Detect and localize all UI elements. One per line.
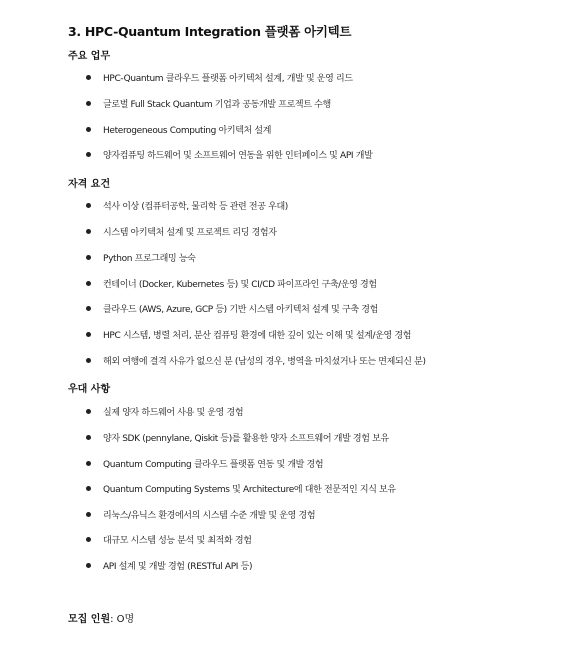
page-title: 3. HPC-Quantum Integration 플랫폼 아키텍트 <box>68 24 352 39</box>
list-item <box>86 70 353 84</box>
list-item <box>86 224 277 238</box>
list-item <box>86 353 426 367</box>
bullet-icon <box>86 332 91 337</box>
bullet-icon <box>86 358 91 363</box>
list-item-text: Quantum Computing 클라우드 플랫폼 연동 및 개발 경험 <box>103 459 324 470</box>
list-item-text: Python 프로그래밍 능숙 <box>103 253 196 264</box>
bullet-icon <box>86 75 91 80</box>
list-item <box>86 558 252 572</box>
list-item-text: 해외 여행에 결격 사유가 없으신 분 (남성의 경우, 병역을 마치셨거나 또는 면제되신 분) <box>103 356 426 367</box>
list-item-text: 대규모 시스템 성능 분석 및 최적화 경험 <box>103 535 252 546</box>
list-item <box>86 96 331 110</box>
list-item <box>86 276 377 290</box>
bullet-icon <box>86 101 91 106</box>
bullet-icon <box>86 537 91 542</box>
list-item <box>86 147 372 161</box>
bullet-icon <box>86 409 91 414</box>
bullet-icon <box>86 486 91 491</box>
list-item-text: HPC 시스템, 병렬 처리, 분산 컴퓨팅 환경에 대한 깊이 있는 이해 및 설계/운영 경험 <box>103 330 412 341</box>
list-item-text: API 설계 및 개발 경험 (RESTful API 등) <box>103 561 253 572</box>
bullet-icon <box>86 512 91 517</box>
list-item-text: 양자 SDK (pennylane, Qiskit 등)를 활용한 양자 소프트웨어 개발 경험 보유 <box>103 433 389 444</box>
recruit-count <box>68 610 134 625</box>
bullet-icon <box>86 255 91 260</box>
list-item-text: 클라우드 (AWS, Azure, GCP 등) 기반 시스템 아키텍처 설계 및 구축 경험 <box>103 304 378 315</box>
recruit-count-value: : O명 <box>110 614 135 625</box>
list-item-text: 실제 양자 하드웨어 사용 및 운영 경험 <box>103 407 244 418</box>
list-item <box>86 430 389 444</box>
bullet-icon <box>86 306 91 311</box>
bullet-icon <box>86 152 91 157</box>
list-item <box>86 532 252 546</box>
list-item-text: 양자컴퓨팅 하드웨어 및 소프트웨어 연동을 위한 인터페이스 및 API 개발 <box>103 150 373 161</box>
bullet-icon <box>86 127 91 132</box>
list-item-text: 리눅스/유닉스 환경에서의 시스템 수준 개발 및 운영 경험 <box>103 510 316 521</box>
list-item <box>86 327 411 341</box>
bullet-icon <box>86 563 91 568</box>
list-item <box>86 481 396 495</box>
list-item-text: 컨테이너 (Docker, Kubernetes 등) 및 CI/CD 파이프라인 구축/운영 경험 <box>103 279 377 290</box>
section-heading-main-duties: 주요 업무 <box>68 51 111 62</box>
list-item-text: 글로벌 Full Stack Quantum 기업과 공동개발 프로젝트 수행 <box>103 99 331 110</box>
list-item-text: Quantum Computing Systems 및 Architecture에 대한 전문적인 지식 보유 <box>103 484 396 495</box>
bullet-icon <box>86 461 91 466</box>
list-item <box>86 456 323 470</box>
list-item <box>86 198 288 212</box>
section-heading-qualifications: 자격 요건 <box>68 179 111 190</box>
bullet-icon <box>86 203 91 208</box>
list-item <box>86 250 196 264</box>
list-item-text: 시스템 아키텍처 설계 및 프로젝트 리딩 경험자 <box>103 227 277 238</box>
list-item-text: 석사 이상 (컴퓨터공학, 물리학 등 관련 전공 우대) <box>103 201 288 212</box>
list-item <box>86 301 378 315</box>
list-item-text: HPC-Quantum 클라우드 플랫폼 아키텍처 설계, 개발 및 운영 리드 <box>103 73 353 84</box>
bullet-icon <box>86 281 91 286</box>
list-item <box>86 122 271 136</box>
list-item <box>86 507 315 521</box>
list-item-text: Heterogeneous Computing 아키텍처 설계 <box>103 125 272 136</box>
section-heading-preferred: 우대 사항 <box>68 384 111 395</box>
bullet-icon <box>86 435 91 440</box>
bullet-icon <box>86 229 91 234</box>
list-item <box>86 404 243 418</box>
recruit-count-label: 모집 인원 <box>68 614 111 625</box>
